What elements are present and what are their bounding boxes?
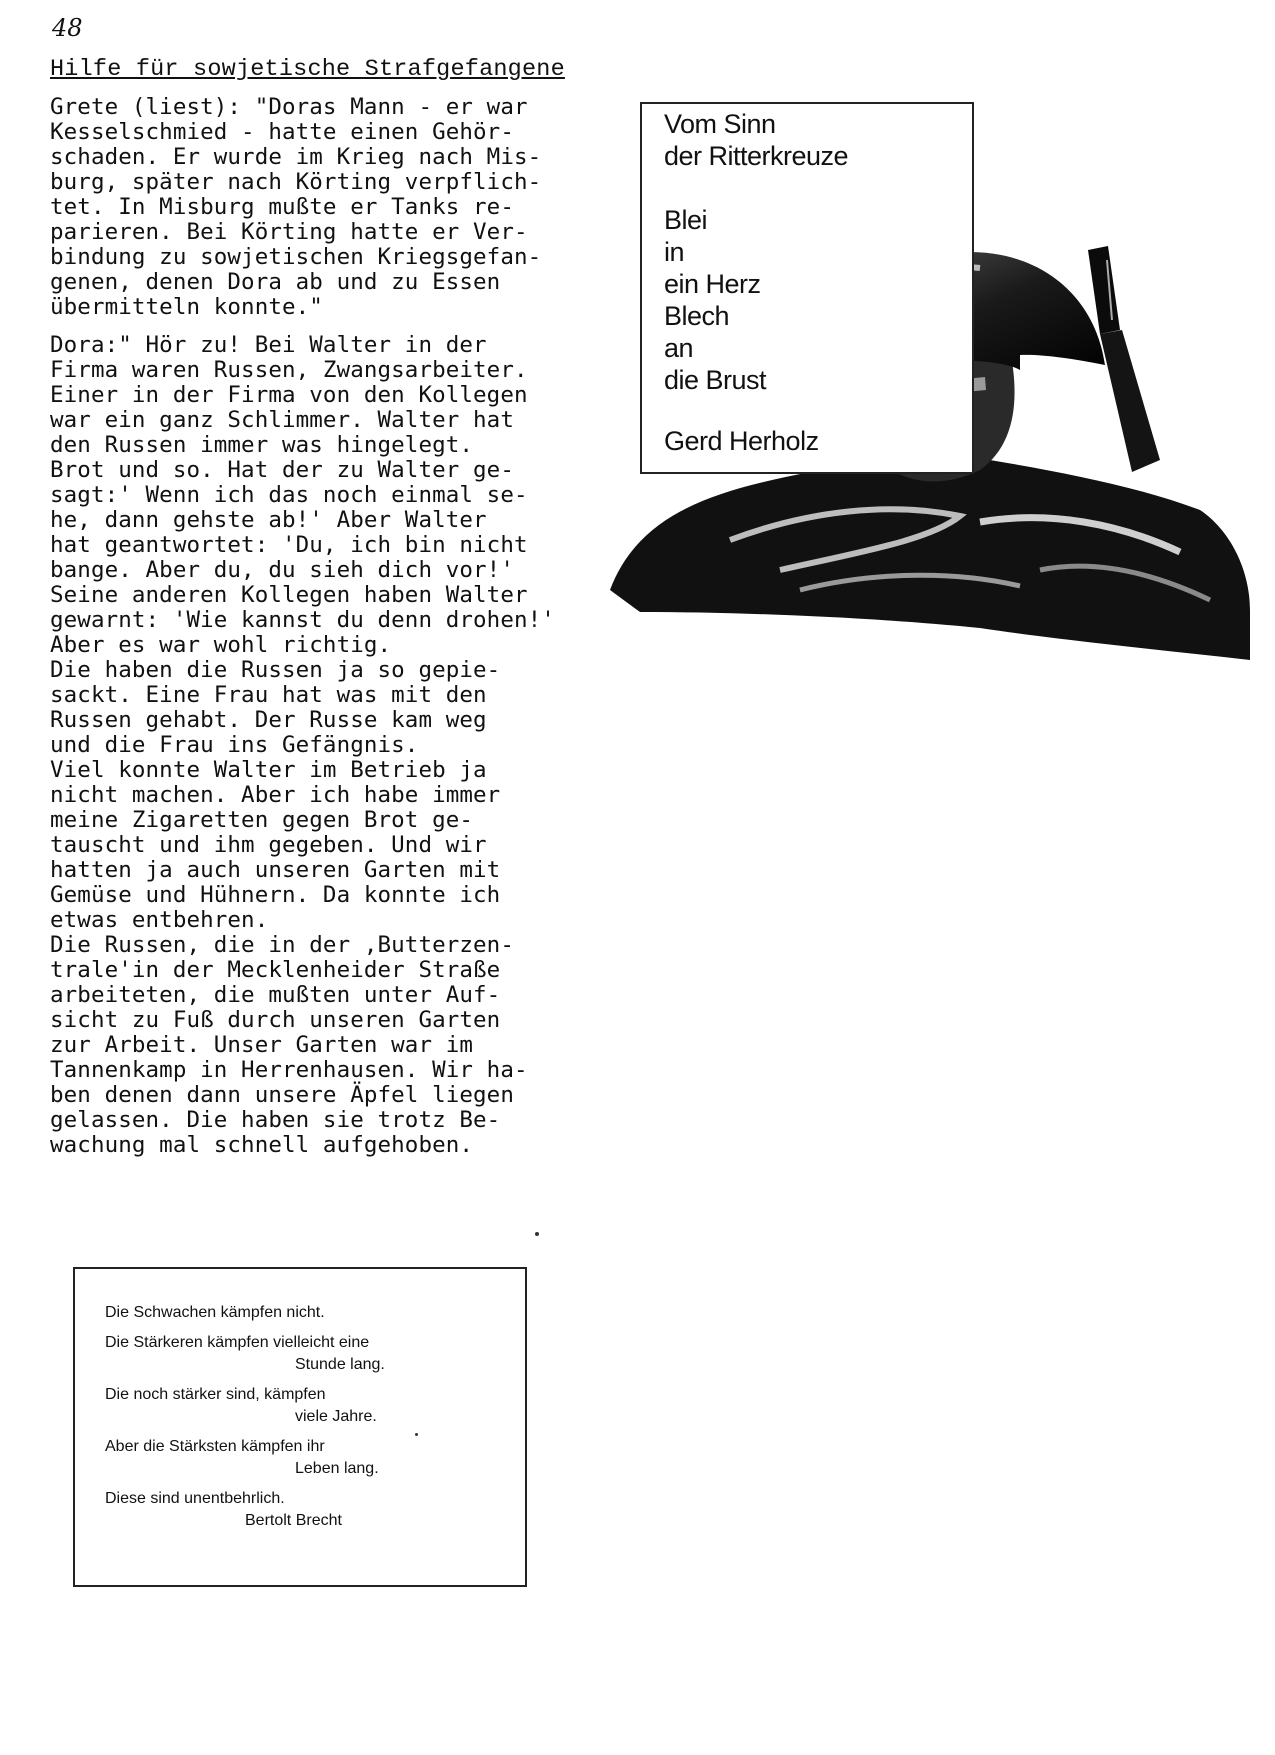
quote-line: Die Schwachen kämpfen nicht.	[105, 1304, 325, 1321]
ink-speck	[535, 1232, 539, 1236]
left-column-paragraph-2: Dora:" Hör zu! Bei Walter in der Firma waren Russen, Zwangsarbeiter. Einer in der Firma von den Kollegen war ein ganz Schlimmer. Walter hat den Russen immer was hingelegt. Brot und so. Hat der zu Walter ge- sagt:' Wenn ich das noch einmal se- he, dann gehste ab!' Aber Walter hat geantwortet: 'Du, ich bin nicht bange. Aber du, du sieh dich vor!' Seine anderen Kollegen haben Walter gewarnt: 'Wie kannst du denn drohen!' Aber es war wohl richtig. Die haben die Russen ja so gepie- sackt. Eine Frau hat was mit den Russen gehabt. Der Russe kam weg und die Frau ins Gefängnis. Viel konnte Walter im Betrieb ja nicht machen. Aber ich habe immer meine Zigaretten gegen Brot ge- tauscht und ihm gegeben. Und wir hatten ja auch unseren Garten mit Gemüse und Hühnern. Da konnte ich etwas entbehren. Die Russen, die in der ,Butterzen- trale'in der Mecklenheider Straße arbeiteten, die mußten unter Auf- sicht zu Fuß durch unseren Garten zur Arbeit. Unser Garten war im Tannenkamp in Herrenhausen. Wir ha- ben denen dann unsere Äpfel liegen gelassen. Die haben sie trotz Be- wachung mal schnell aufgehoben.	[50, 332, 555, 1158]
quote-line: Leben lang.	[295, 1460, 379, 1477]
brecht-quote	[105, 1302, 385, 1532]
quote-line: viele Jahre.	[295, 1408, 377, 1425]
quote-author: Bertolt Brecht	[245, 1512, 342, 1529]
quote-line: Stunde lang.	[295, 1356, 385, 1373]
left-column-paragraph-1: Grete (liest): "Doras Mann - er war Kesselschmied - hatte einen Gehör- schaden. Er wurde im Krieg nach Mis- burg, später nach Körting verpflich- tet. In Misburg mußte er Tanks re- parieren. Bei Körting hatte er Ver- bindung zu sowjetischen Kriegsgefan- genen, denen Dora ab und zu Essen übermitteln konnte."	[50, 94, 542, 320]
page-number: 48	[52, 14, 83, 42]
poem-text: Vom Sinn der Ritterkreuze Blei in ein Herz Blech an die Brust	[664, 109, 849, 395]
quote-line: Die Stärkeren kämpfen vielleicht eine	[105, 1334, 370, 1351]
quote-line: Aber die Stärksten kämpfen ihr	[105, 1438, 325, 1455]
ink-speck	[415, 1433, 418, 1436]
quote-line: Diese sind unentbehrlich.	[105, 1490, 285, 1507]
poem-author: Gerd Herholz	[664, 426, 819, 456]
page-heading: Hilfe für sowjetische Strafgefangene	[50, 56, 565, 83]
quote-line: Die noch stärker sind, kämpfen	[105, 1386, 326, 1403]
